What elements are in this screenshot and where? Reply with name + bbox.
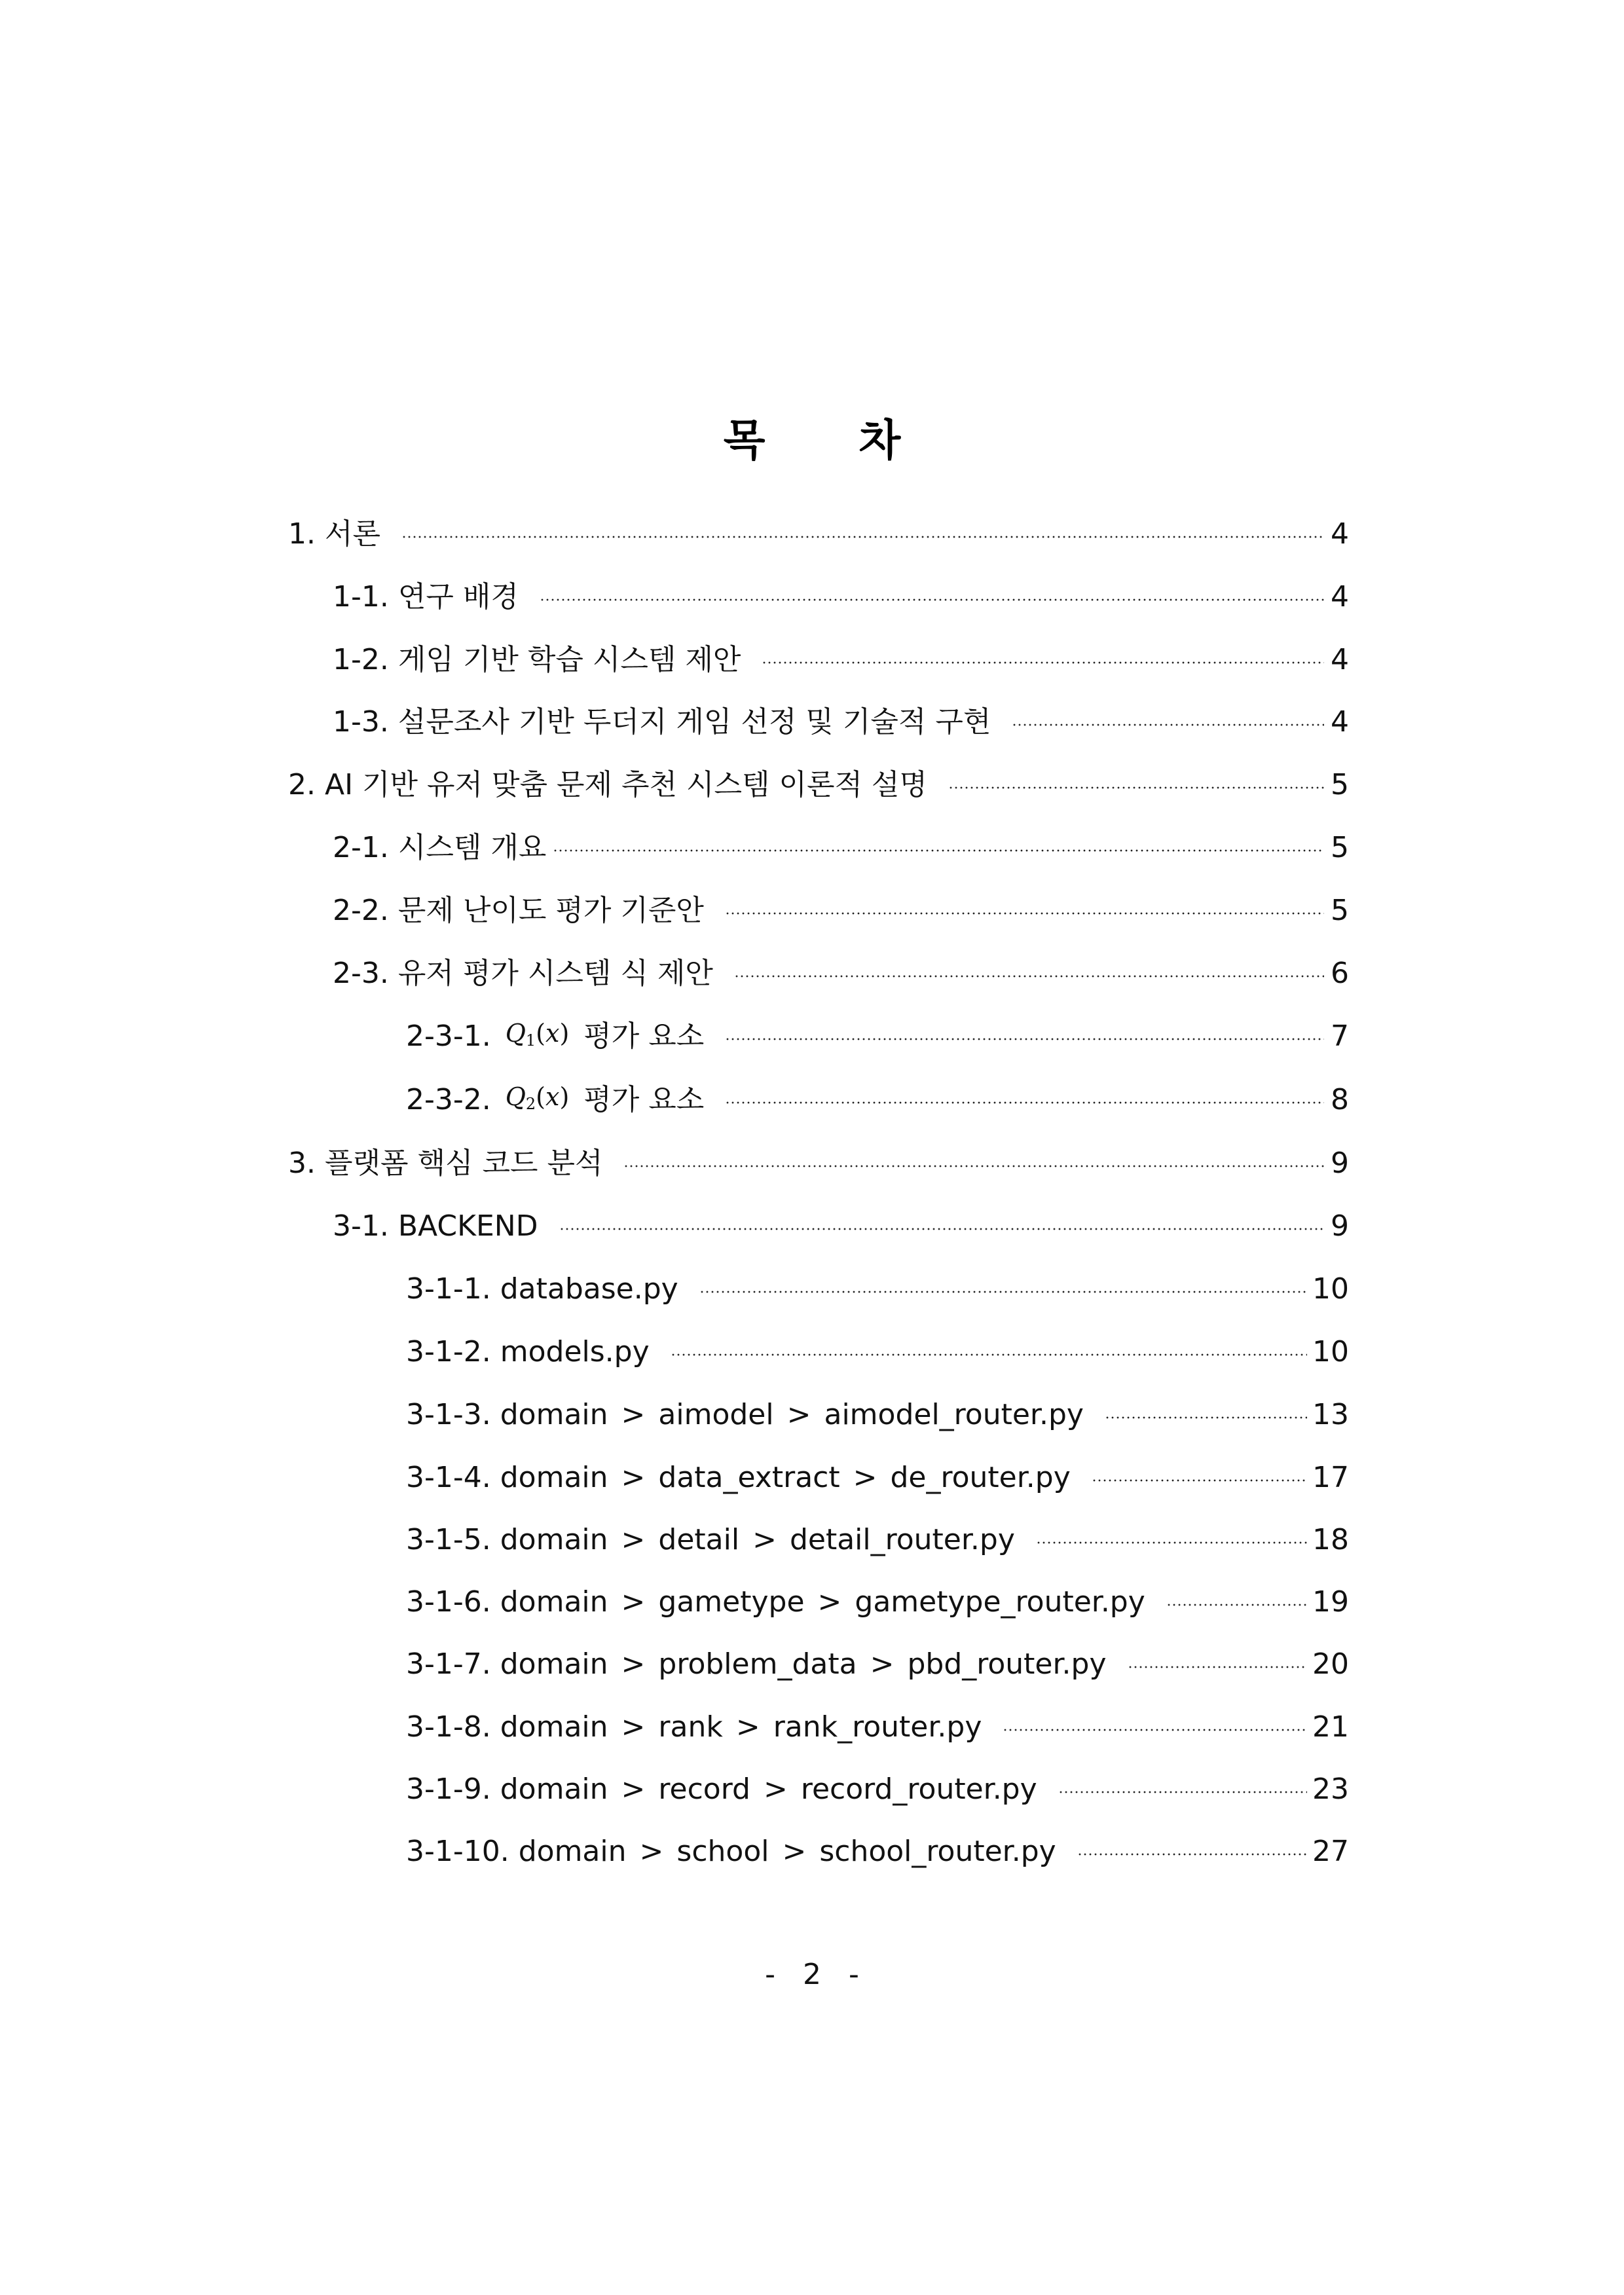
toc-entry[interactable] xyxy=(333,578,1349,617)
toc-entry-label xyxy=(406,1458,1071,1497)
toc-entry-page: 4 xyxy=(1331,643,1349,676)
path-separator-icon: > xyxy=(621,1398,646,1431)
math-subscript: 2 xyxy=(525,1094,536,1113)
math-variable: Q xyxy=(505,1018,526,1048)
page-title: 목 차 xyxy=(723,415,940,466)
toc-entry-number: 3-1. xyxy=(333,1209,389,1243)
path-segment: domain xyxy=(500,1398,608,1431)
dot-leader xyxy=(725,1101,1324,1104)
toc-entry-number: 3-1-9. xyxy=(406,1772,491,1806)
path-segment: domain xyxy=(500,1647,608,1681)
dot-leader xyxy=(725,1038,1324,1040)
toc-entry-label xyxy=(406,1520,1015,1560)
toc-entry-label xyxy=(406,1770,1037,1809)
toc-entry-title: 문제 난이도 평가 기준안 xyxy=(397,894,704,927)
toc-entry[interactable] xyxy=(333,828,1349,868)
toc-entry-page: 18 xyxy=(1312,1523,1349,1556)
dot-leader xyxy=(1128,1666,1308,1668)
toc-entry-title: 유저 평가 시스템 식 제안 xyxy=(397,957,713,990)
toc-entry-page: 27 xyxy=(1312,1835,1349,1868)
toc-entry-label xyxy=(406,1077,704,1124)
toc-entry-title: 플랫폼 핵심 코드 분석 xyxy=(324,1147,603,1180)
toc-entry-number: 1-1. xyxy=(333,580,389,614)
path-segment: detail xyxy=(658,1523,740,1556)
toc-entry[interactable] xyxy=(406,1708,1349,1747)
toc-entry-number: 3-1-4. xyxy=(406,1461,491,1494)
toc-entry-page: 6 xyxy=(1331,957,1349,990)
path-segment: rank xyxy=(658,1710,723,1744)
toc-entry-page: 23 xyxy=(1312,1772,1349,1806)
toc-entry-label xyxy=(406,1332,650,1372)
toc-entry-title: AI 기반 유저 맞춤 문제 추천 시스템 이론적 설명 xyxy=(324,768,928,801)
dot-leader xyxy=(1003,1729,1307,1731)
path-segment: record xyxy=(658,1772,750,1806)
path-separator-icon: > xyxy=(782,1835,807,1868)
path-segment: problem_data xyxy=(658,1647,857,1681)
toc-entry-page: 21 xyxy=(1312,1710,1349,1744)
toc-entry-number: 1. xyxy=(288,517,316,551)
toc-entry-number: 2-2. xyxy=(333,894,389,927)
toc-entry-number: 3-1-1. xyxy=(406,1272,491,1306)
path-separator-icon: > xyxy=(621,1461,646,1494)
path-segment: data_extract xyxy=(658,1461,840,1494)
dot-leader xyxy=(1105,1416,1307,1419)
toc-entry[interactable] xyxy=(406,1770,1349,1809)
dot-leader xyxy=(623,1165,1324,1167)
toc-entry[interactable] xyxy=(406,1395,1349,1435)
toc-entry-label xyxy=(333,640,741,680)
toc-entry-page: 7 xyxy=(1331,1019,1349,1053)
toc-entry-number: 2-3-2. xyxy=(406,1083,491,1116)
toc-entry-page: 17 xyxy=(1312,1461,1349,1494)
dot-leader xyxy=(1092,1479,1307,1482)
dot-leader xyxy=(559,1228,1324,1230)
toc-entry[interactable] xyxy=(288,515,1349,554)
toc-entry-label xyxy=(333,1207,538,1246)
path-separator-icon: > xyxy=(786,1398,811,1431)
path-separator-icon: > xyxy=(621,1523,646,1556)
toc-entry-number: 2-3. xyxy=(333,957,389,990)
path-separator-icon: > xyxy=(621,1647,646,1681)
toc-entry-number: 3-1-10. xyxy=(406,1835,509,1868)
toc-entry-number: 3-1-2. xyxy=(406,1335,491,1368)
math-subscript: 1 xyxy=(525,1031,536,1050)
toc-entry[interactable] xyxy=(406,1270,1349,1309)
dot-leader xyxy=(734,975,1324,978)
toc-entry-number: 2. xyxy=(288,768,316,801)
dot-leader xyxy=(948,786,1324,789)
toc-entry[interactable] xyxy=(333,891,1349,930)
dot-leader xyxy=(553,849,1324,852)
toc-entry-label xyxy=(406,1395,1084,1435)
toc-entry-label xyxy=(333,578,519,617)
toc-entry-label xyxy=(406,1708,982,1747)
dot-leader xyxy=(699,1291,1307,1293)
toc-entry-page: 10 xyxy=(1312,1272,1349,1306)
dot-leader xyxy=(725,912,1324,915)
toc-entry-page: 4 xyxy=(1331,705,1349,739)
toc-entry-number: 3-1-3. xyxy=(406,1398,491,1431)
path-segment: rank_router.py xyxy=(773,1710,982,1744)
math-expression: $Q_1(x)$ xyxy=(505,1018,570,1050)
toc-entry-page: 20 xyxy=(1312,1647,1349,1681)
toc-entry-title: 평가 요소 xyxy=(583,1019,705,1053)
toc-entry[interactable] xyxy=(333,640,1349,680)
toc-entry-page: 19 xyxy=(1312,1585,1349,1619)
path-segment: domain xyxy=(500,1585,608,1619)
toc-entry-number: 3-1-5. xyxy=(406,1523,491,1556)
math-variable: Q xyxy=(505,1082,526,1111)
dot-leader xyxy=(1077,1853,1307,1856)
dot-leader xyxy=(762,661,1324,664)
path-separator-icon: > xyxy=(752,1523,777,1556)
path-segment: gametype_router.py xyxy=(855,1585,1145,1619)
dot-leader xyxy=(1012,724,1324,726)
toc-entry[interactable] xyxy=(333,1207,1349,1246)
toc-entry-label xyxy=(333,954,713,993)
toc-entry-title: 설문조사 기반 두더지 게임 선정 및 기술적 구현 xyxy=(397,705,991,739)
dot-leader xyxy=(540,598,1324,601)
toc-entry-title: 서론 xyxy=(324,517,380,551)
toc-entry-label xyxy=(406,1645,1107,1684)
toc-entry-page: 5 xyxy=(1331,768,1349,801)
toc-entry-number: 2-1. xyxy=(333,831,389,864)
toc-entry[interactable] xyxy=(406,1832,1349,1871)
toc-entry-page: 10 xyxy=(1312,1335,1349,1368)
toc-entry[interactable] xyxy=(406,1080,1349,1120)
toc-entry-label xyxy=(406,1270,678,1309)
path-segment: domain xyxy=(518,1835,627,1868)
toc-entry-label xyxy=(406,1832,1056,1871)
toc-entry-title: 연구 배경 xyxy=(397,580,519,614)
toc-entry[interactable] xyxy=(406,1645,1349,1684)
path-segment: school xyxy=(676,1835,769,1868)
path-segment: record_router.py xyxy=(800,1772,1037,1806)
path-segment: domain xyxy=(500,1772,608,1806)
path-segment: gametype xyxy=(658,1585,805,1619)
toc-entry-page: 13 xyxy=(1312,1398,1349,1431)
toc-entry-number: 3-1-7. xyxy=(406,1647,491,1681)
toc-entry-label xyxy=(333,828,546,868)
toc-entry[interactable] xyxy=(406,1332,1349,1372)
path-separator-icon: > xyxy=(817,1585,842,1619)
dot-leader xyxy=(1058,1791,1307,1793)
toc-entry-number: 3-1-8. xyxy=(406,1710,491,1744)
toc-entry-page: 4 xyxy=(1331,517,1349,551)
toc-entry-title: 평가 요소 xyxy=(583,1083,705,1116)
toc-entry[interactable] xyxy=(333,954,1349,993)
toc-entry[interactable] xyxy=(406,1458,1349,1497)
toc-entry-title: 게임 기반 학습 시스템 제안 xyxy=(397,643,741,676)
toc-entry-label xyxy=(333,703,991,742)
toc-entry-page: 5 xyxy=(1331,894,1349,927)
toc-entry-label xyxy=(406,1014,704,1060)
toc-entry-number: 3. xyxy=(288,1147,316,1180)
path-segment: domain xyxy=(500,1523,608,1556)
toc-entry[interactable] xyxy=(406,1520,1349,1560)
toc-entry-number: 3-1-6. xyxy=(406,1585,491,1619)
path-separator-icon: > xyxy=(639,1835,664,1868)
toc-entry-title: BACKEND xyxy=(397,1209,538,1243)
toc-entry-label xyxy=(333,891,704,930)
page-number: - 2 - xyxy=(765,1958,868,1991)
toc-entry-number: 2-3-1. xyxy=(406,1019,491,1053)
path-segment: detail_router.py xyxy=(789,1523,1015,1556)
toc-entry[interactable] xyxy=(406,1583,1349,1622)
path-separator-icon: > xyxy=(621,1710,646,1744)
toc-entry[interactable] xyxy=(333,703,1349,742)
dot-leader xyxy=(671,1353,1307,1356)
toc-entry-page: 9 xyxy=(1331,1209,1349,1243)
dot-leader xyxy=(1036,1541,1307,1544)
path-segment: aimodel_router.py xyxy=(824,1398,1084,1431)
toc-entry-page: 4 xyxy=(1331,580,1349,614)
toc-entry-label xyxy=(406,1583,1145,1622)
path-separator-icon: > xyxy=(621,1772,646,1806)
path-separator-icon: > xyxy=(853,1461,877,1494)
path-separator-icon: > xyxy=(763,1772,788,1806)
toc-entry-page: 9 xyxy=(1331,1147,1349,1180)
math-expression: $Q_2(x)$ xyxy=(505,1082,570,1113)
path-segment: domain xyxy=(500,1710,608,1744)
path-segment: domain xyxy=(500,1461,608,1494)
toc-entry[interactable] xyxy=(288,765,1349,805)
path-separator-icon: > xyxy=(870,1647,895,1681)
toc-entry[interactable] xyxy=(406,1017,1349,1056)
path-segment: pbd_router.py xyxy=(907,1647,1107,1681)
toc-entry-title: 시스템 개요 xyxy=(397,831,547,864)
toc-entry-page: 8 xyxy=(1331,1083,1349,1116)
path-segment: school_router.py xyxy=(819,1835,1056,1868)
path-separator-icon: > xyxy=(621,1585,646,1619)
toc-entry-number: 1-3. xyxy=(333,705,389,739)
toc-entry-label xyxy=(288,765,927,805)
math-argument: x xyxy=(545,1018,560,1048)
dot-leader xyxy=(401,536,1324,538)
toc-entry-title: models.py xyxy=(500,1335,650,1368)
toc-entry-title: database.py xyxy=(500,1272,678,1306)
toc-entry-label xyxy=(288,515,380,554)
toc-entry[interactable] xyxy=(288,1144,1349,1183)
path-segment: aimodel xyxy=(658,1398,774,1431)
toc-entry-label xyxy=(288,1144,602,1183)
dot-leader xyxy=(1166,1604,1307,1606)
path-segment: de_router.py xyxy=(890,1461,1071,1494)
path-separator-icon: > xyxy=(735,1710,760,1744)
toc-entry-number: 1-2. xyxy=(333,643,389,676)
toc-entry-page: 5 xyxy=(1331,831,1349,864)
math-argument: x xyxy=(545,1082,560,1111)
